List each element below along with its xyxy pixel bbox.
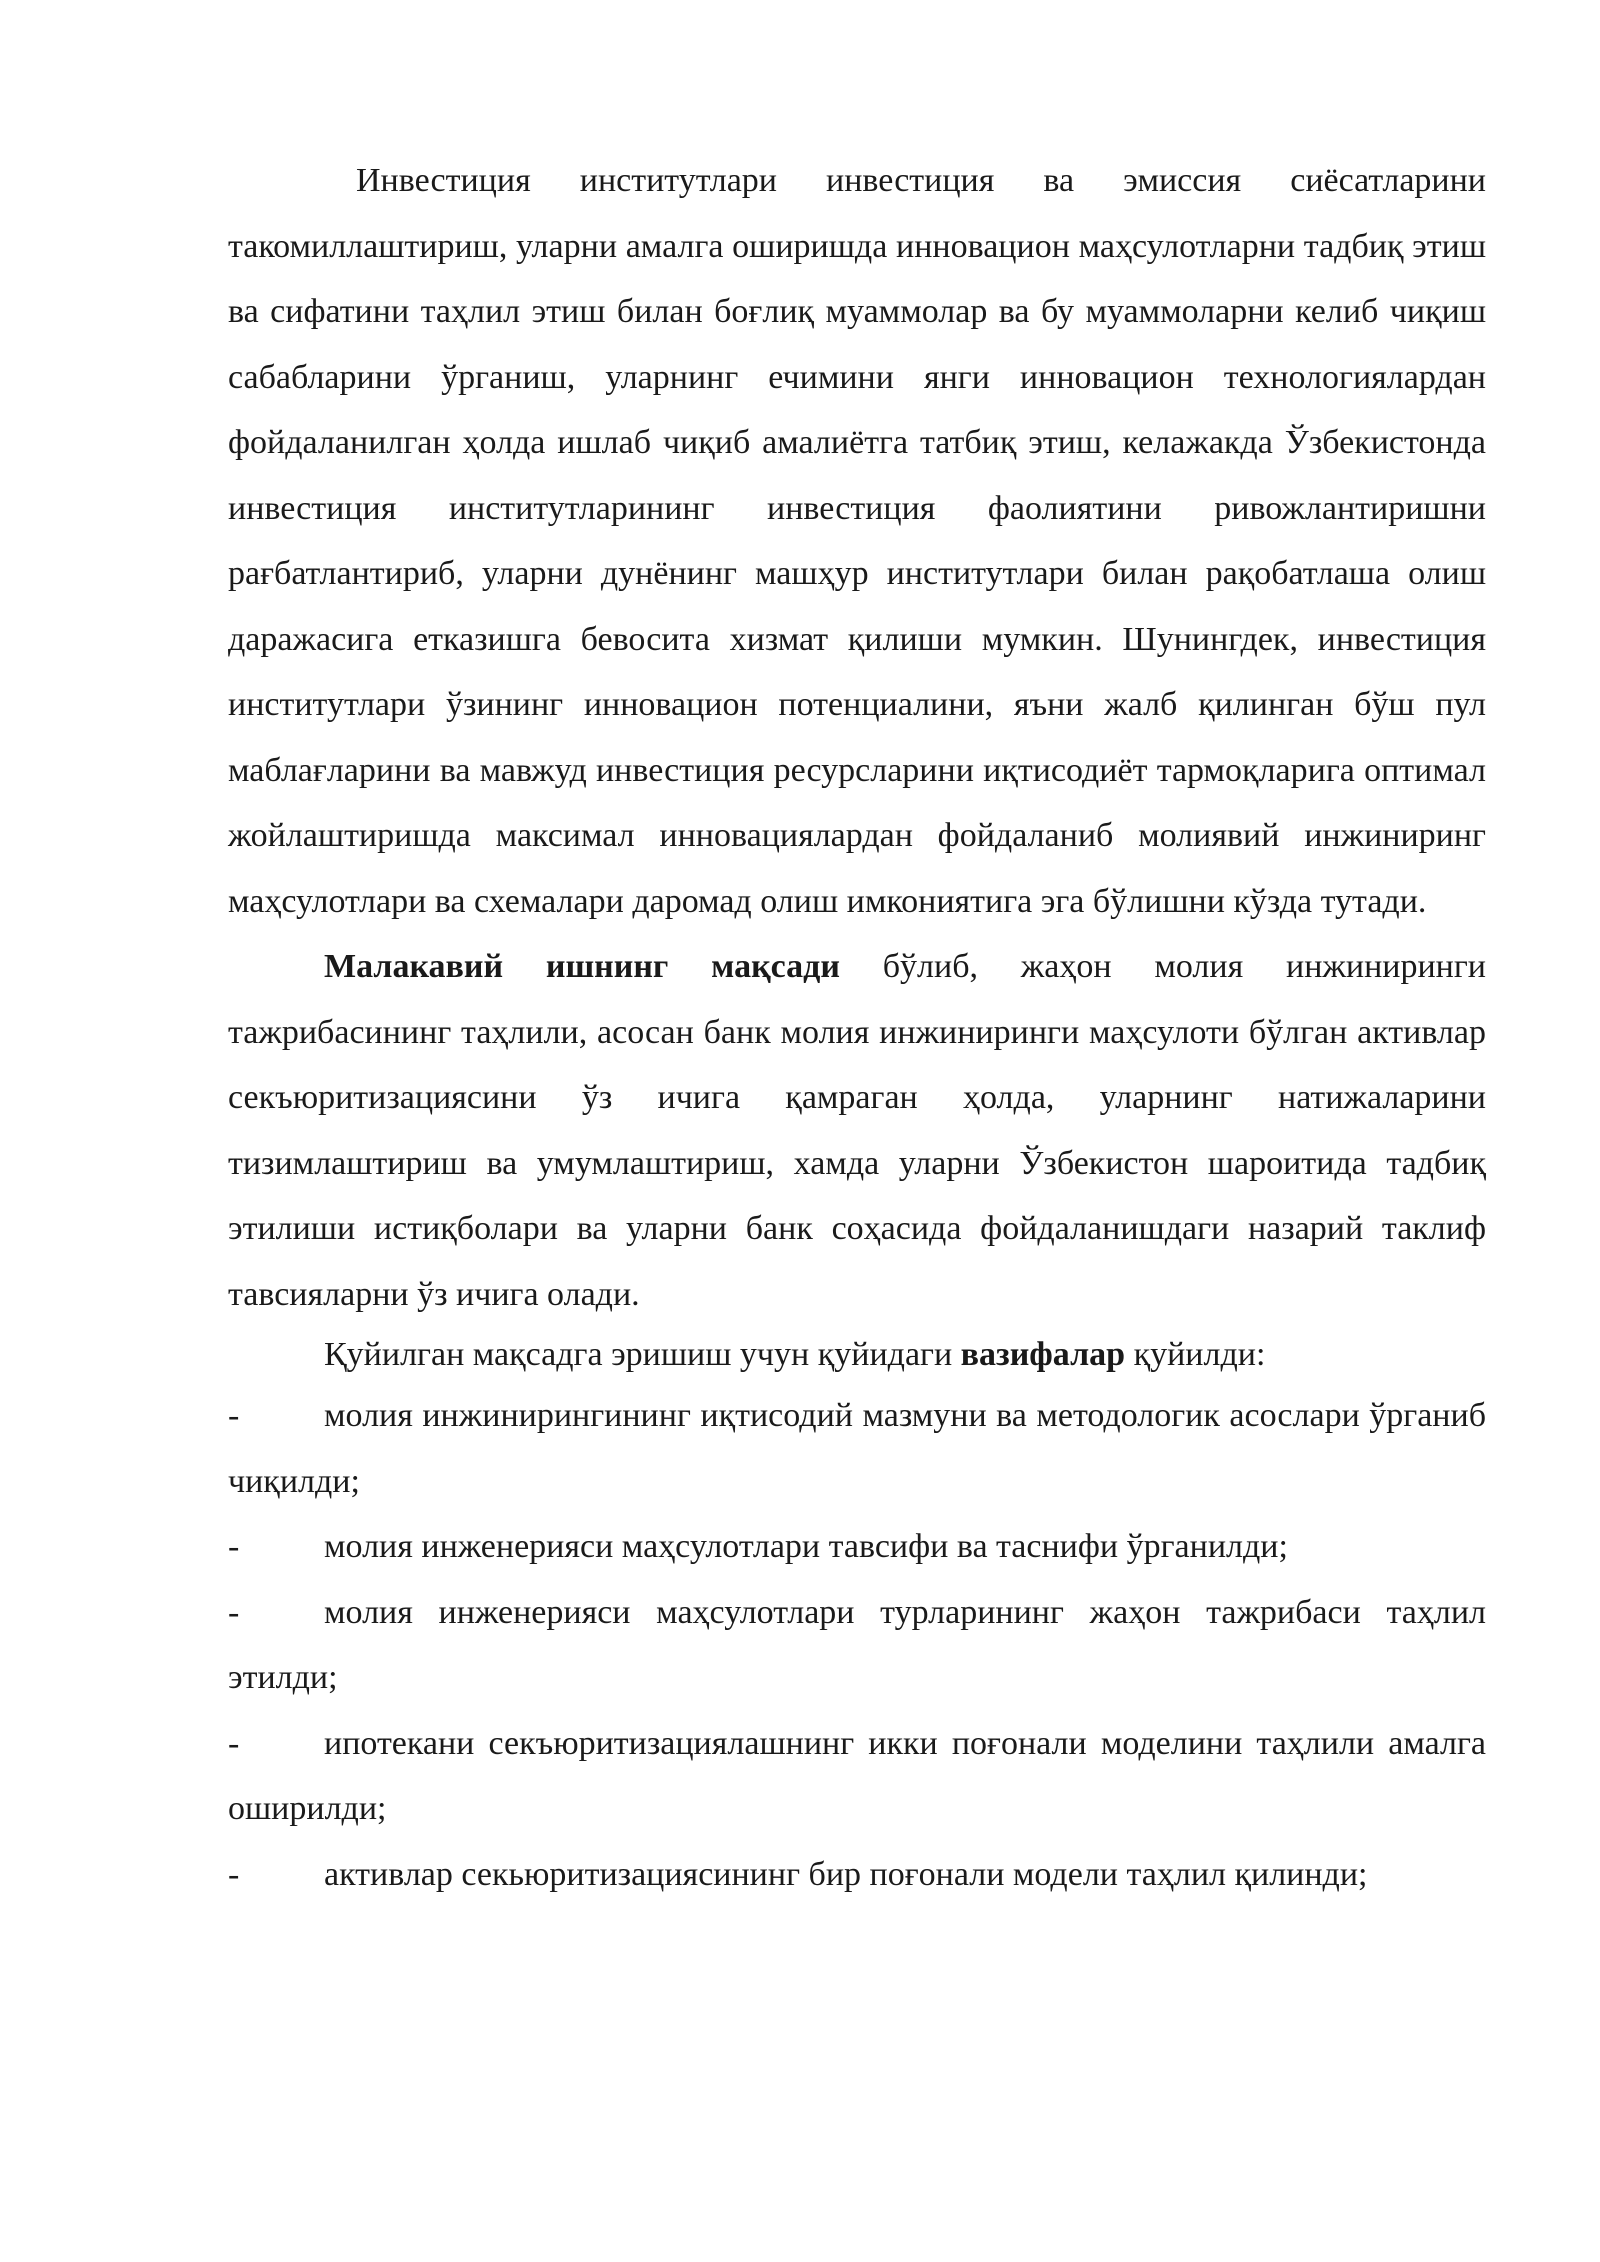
document-page [228,148,1486,1907]
list-item [228,1514,1486,1580]
tasks-intro-text-before: Қуйилган мақсадга эришиш учун қуйидаги [324,1336,961,1373]
goal-heading: Малакавий ишнинг мақсади [324,948,840,985]
list-dash: - [228,1593,240,1631]
list-item-text: ипотекани секъюритизациялашнинг икки поғонали моделини таҳлили амалга оширилди; [228,1724,1486,1827]
tasks-list [228,1383,1486,1907]
list-item [228,1711,1486,1842]
list-item-text: молия инженерияси маҳсулотлари тавсифи ва таснифи ўрганилди; [324,1528,1288,1565]
tasks-heading: вазифалар [960,1336,1126,1373]
list-item-text: молия инжинирингининг иқтисодий мазмуни ва методологик асослари ўрганиб чиқилди; [228,1397,1486,1500]
list-item [228,1842,1486,1908]
list-dash: - [228,1855,240,1893]
goal-paragraph [228,934,1486,1327]
list-dash: - [228,1528,240,1565]
intro-paragraph: Инвестиция институтлари инвестиция ва эмиссия сиёсатларини такомиллаштириш, уларни амалга оширишда инновацион маҳсулотларни тадбиқ этиш ва сифатини таҳлил этиш билан боғлиқ муаммолар ва бу муаммоларни келиб чиқиш сабабларини ўрганиш, уларнинг ечимини янги инновацион технологиялардан фойдаланилган ҳолда ишлаб чиқиб амалиётга татбиқ этиш, келажакда Ўзбекистонда инвестиция институтларининг инвестиция фаолиятини ривожлантиришни рағбатлантириб, уларни дунёнинг машҳур институтлари билан рақобатлаша олиш даражасига етказишга бевосита хизмат қилиши мумкин. Шунингдек, инвестиция институтлари ўзининг инновацион потенциалини, яъни жалб қилинган бўш пул маблағларини ва мавжуд инвестиция ресурсларини иқтисодиёт тармоқларига оптимал жойлаштиришда максимал инновациялардан фойдаланиб молиявий инжиниринг маҳсулотлари ва схемалари даромад олиш имкониятига эга бўлишни кўзда тутади. [228,162,1486,920]
tasks-intro-text-after: қуйилди: [1125,1336,1266,1373]
list-item-text: активлар секьюритизациясининг бир поғонали модели таҳлил қилинди; [324,1855,1368,1893]
list-dash: - [228,1397,240,1434]
list-item [228,1580,1486,1711]
goal-text: бўлиб, жаҳон молия инжиниринги тажрибасининг таҳлили, асосан банк молия инжиниринги маҳсулоти бўлган активлар секъюритизациясини ўз ичига қамраган ҳолда, уларнинг натижаларини тизимлаштириш ва умумлаштириш, хамда уларни Ўзбекистон шароитида тадбиқ этилиши истиқболари ва уларни банк соҳасида фойдаланишдаги назарий таклиф тавсияларни ўз ичига олади. [228,948,1486,1313]
list-dash: - [228,1724,240,1762]
tasks-intro-paragraph [228,1327,1486,1383]
list-item [228,1383,1486,1514]
list-item-text: молия инженерияси маҳсулотлари турларининг жаҳон тажрибаси таҳлил этилди; [228,1593,1486,1696]
